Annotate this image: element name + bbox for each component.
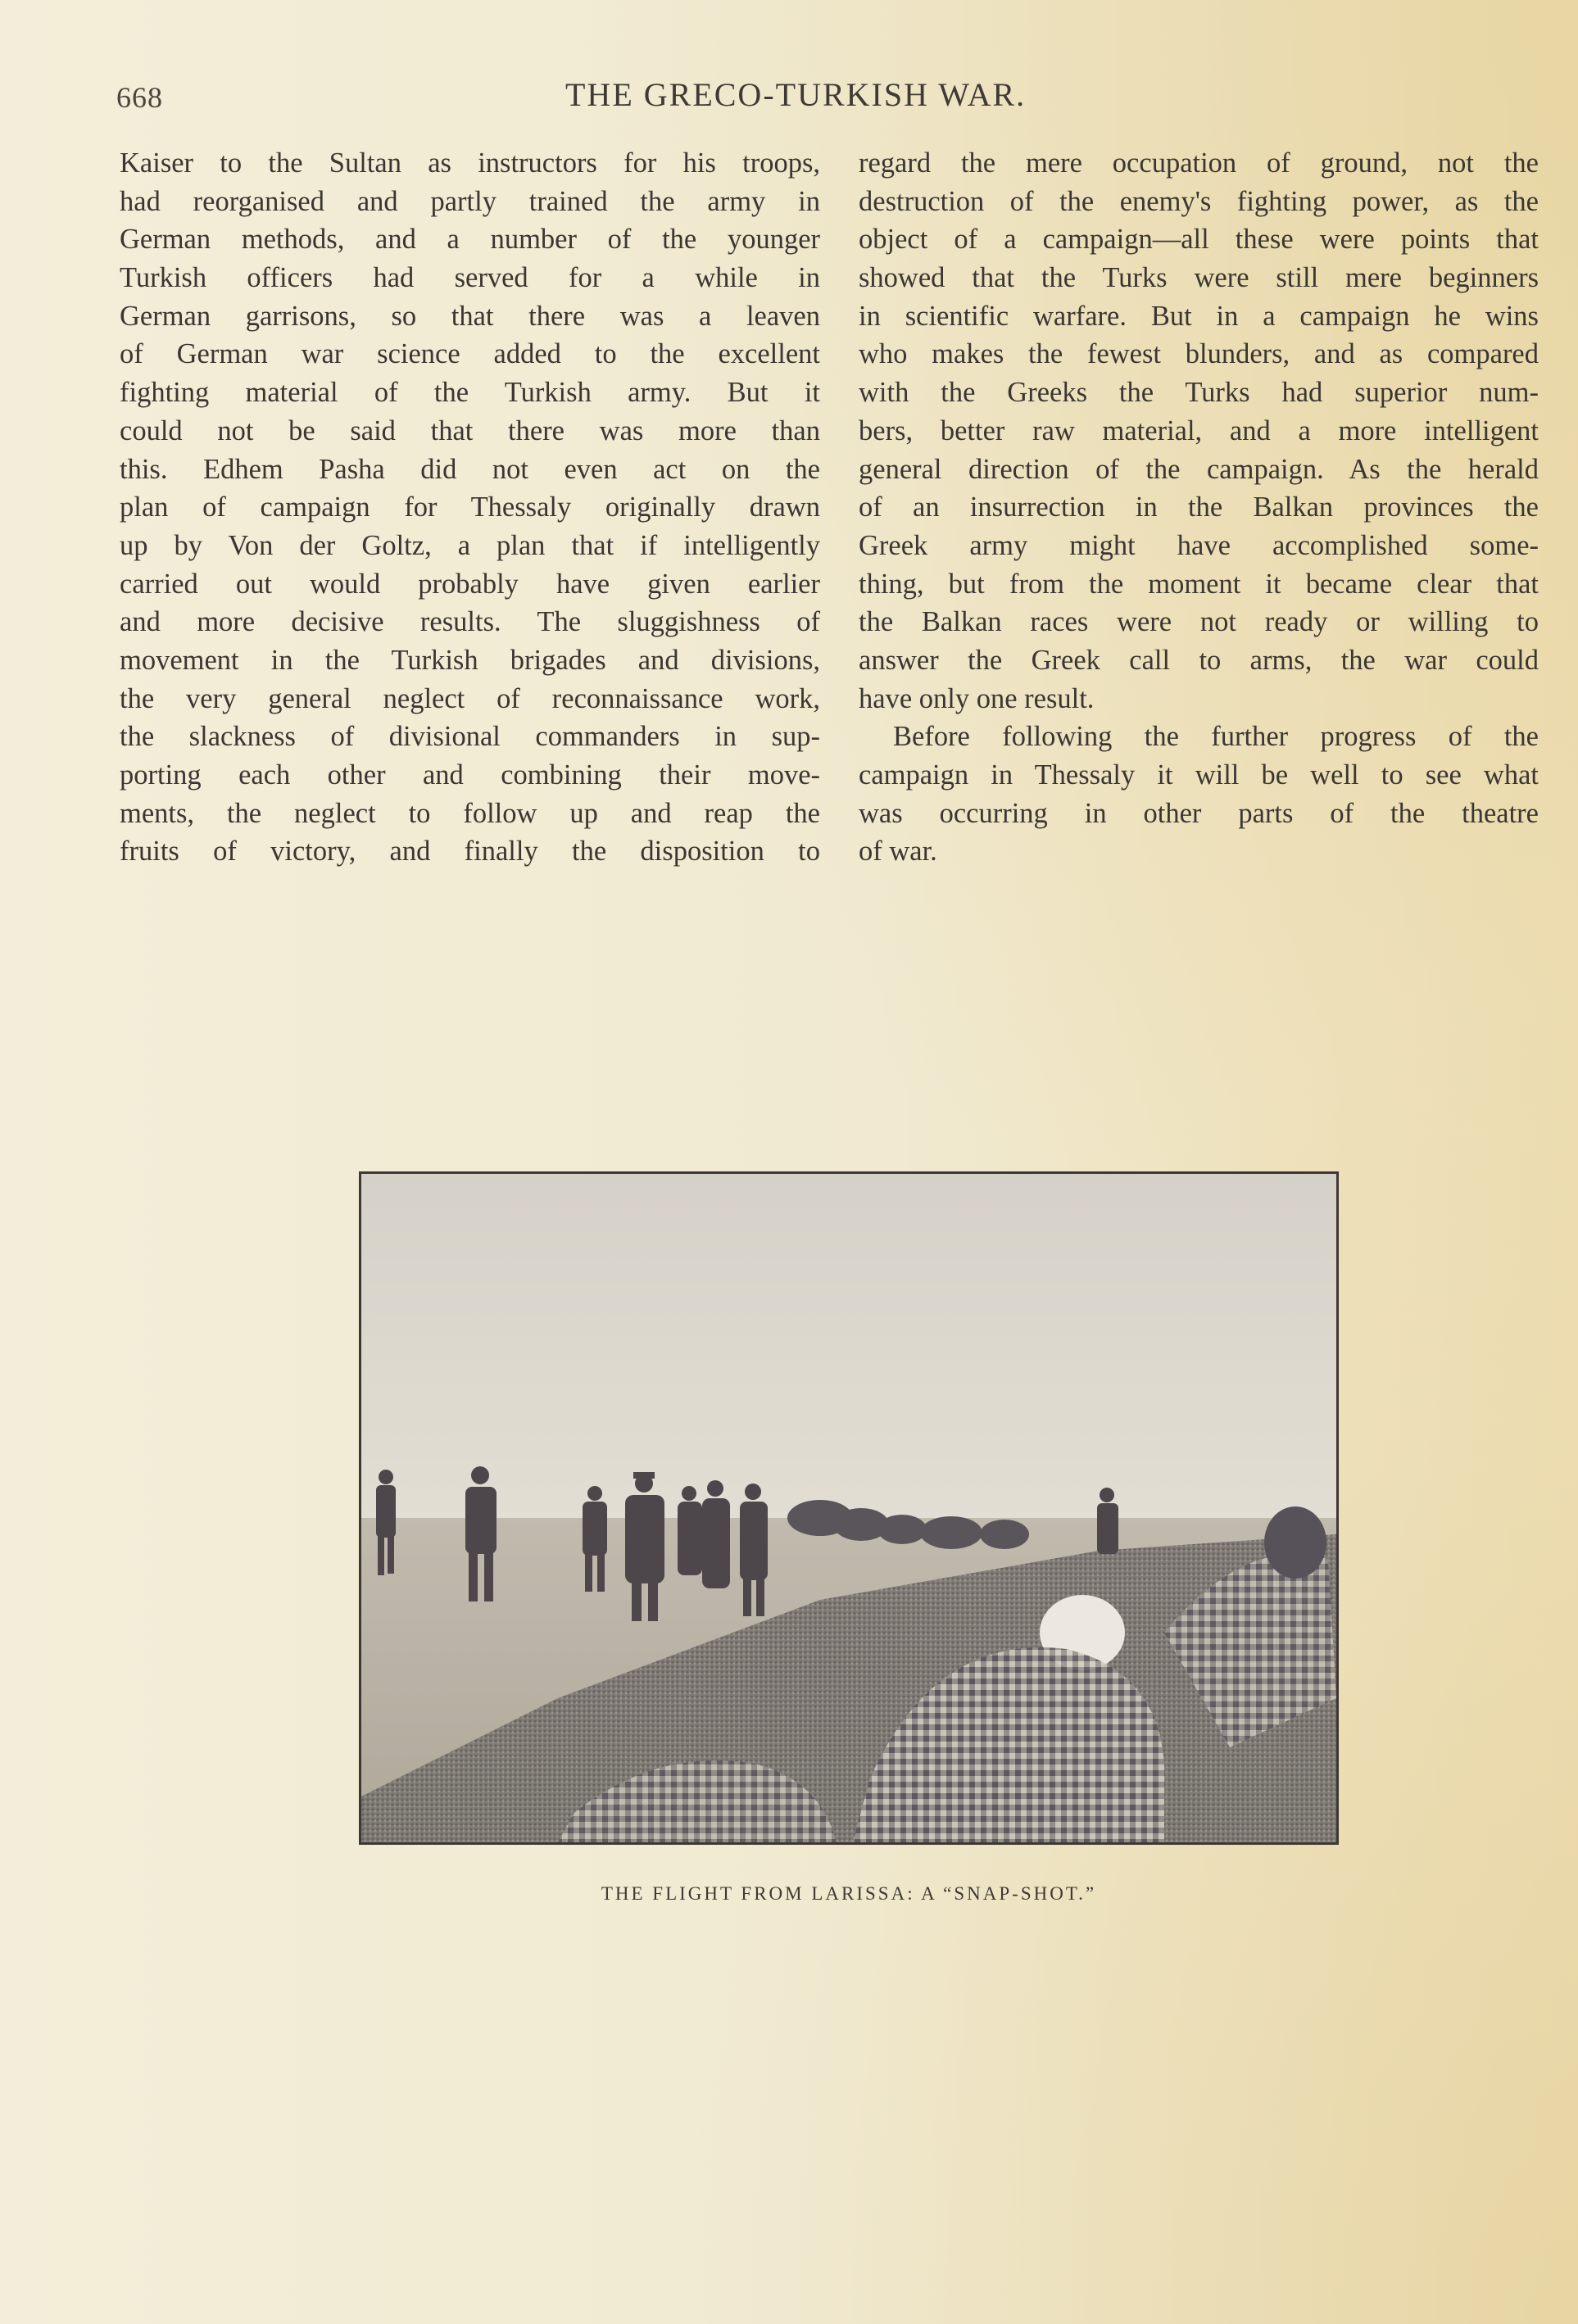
running-title: THE GRECO-TURKISH WAR.	[565, 76, 1027, 113]
text-line: and more decisive results. The sluggishness of	[120, 606, 820, 638]
text-line: of an insurrection in the Balkan provinces the	[859, 492, 1539, 523]
photo-scene	[361, 1174, 1336, 1842]
text-line: have only one result.	[859, 682, 1095, 714]
right-text-column	[859, 144, 1539, 871]
text-line: porting each other and combining their move-	[120, 759, 820, 791]
text-line: object of a campaign—all these were points that	[859, 224, 1539, 256]
text-line: who makes the fewest blunders, and as compared	[859, 338, 1539, 370]
text-line: was occurring in other parts of the theatre	[859, 797, 1539, 829]
text-line: the Balkan races were not ready or willing to	[859, 606, 1539, 638]
page-number: 668	[116, 81, 163, 114]
text-line: this. Edhem Pasha did not even act on the	[120, 453, 820, 485]
text-line: Greek army might have accomplished some-	[859, 529, 1539, 561]
text-line: in scientific warfare. But in a campaign he wins	[859, 300, 1539, 332]
text-line: with the Greeks the Turks had superior num-	[859, 377, 1539, 409]
text-line: ments, the neglect to follow up and reap the	[120, 797, 820, 829]
text-line: general direction of the campaign. As the herald	[859, 453, 1539, 485]
text-line: showed that the Turks were still mere beginners	[859, 262, 1539, 294]
text-line: answer the Greek call to arms, the war could	[859, 644, 1539, 676]
text-line: carried out would probably have given earlier	[120, 568, 820, 600]
text-line: fighting material of the Turkish army. But it	[120, 377, 820, 409]
figure-caption: THE FLIGHT FROM LARISSA: A “SNAP-SHOT.”	[601, 1883, 1097, 1904]
text-line: German methods, and a number of the younger	[120, 224, 820, 256]
text-line: up by Von der Goltz, a plan that if intelligently	[120, 529, 820, 561]
text-line: of war.	[859, 836, 937, 868]
text-line: campaign in Thessaly it will be well to see what	[859, 759, 1539, 791]
text-line: German garrisons, so that there was a leaven	[120, 300, 820, 332]
text-line: Kaiser to the Sultan as instructors for his troops,	[120, 147, 820, 179]
left-text-column	[120, 144, 820, 871]
text-line: fruits of victory, and finally the disposition to	[120, 836, 820, 868]
text-line: the very general neglect of reconnaissance work,	[120, 682, 820, 714]
text-line: of German war science added to the excellent	[120, 338, 820, 370]
text-line: regard the mere occupation of ground, not the	[859, 147, 1539, 179]
text-line: Before following the further progress of the	[893, 721, 1539, 753]
text-line: plan of campaign for Thessaly originally drawn	[120, 492, 820, 523]
text-line: had reorganised and partly trained the army in	[120, 185, 820, 217]
text-line: the slackness of divisional commanders in sup-	[120, 721, 820, 753]
text-line: thing, but from the moment it became clear that	[859, 568, 1539, 600]
photo-illustration	[359, 1171, 1339, 1845]
text-line: bers, better raw material, and a more intelligent	[859, 415, 1539, 446]
text-line: movement in the Turkish brigades and divisions,	[120, 644, 820, 676]
text-line: could not be said that there was more than	[120, 415, 820, 446]
text-line: Turkish officers had served for a while in	[120, 262, 820, 294]
photo-tint	[361, 1174, 1336, 1842]
text-line: destruction of the enemy's fighting power, as the	[859, 185, 1539, 217]
